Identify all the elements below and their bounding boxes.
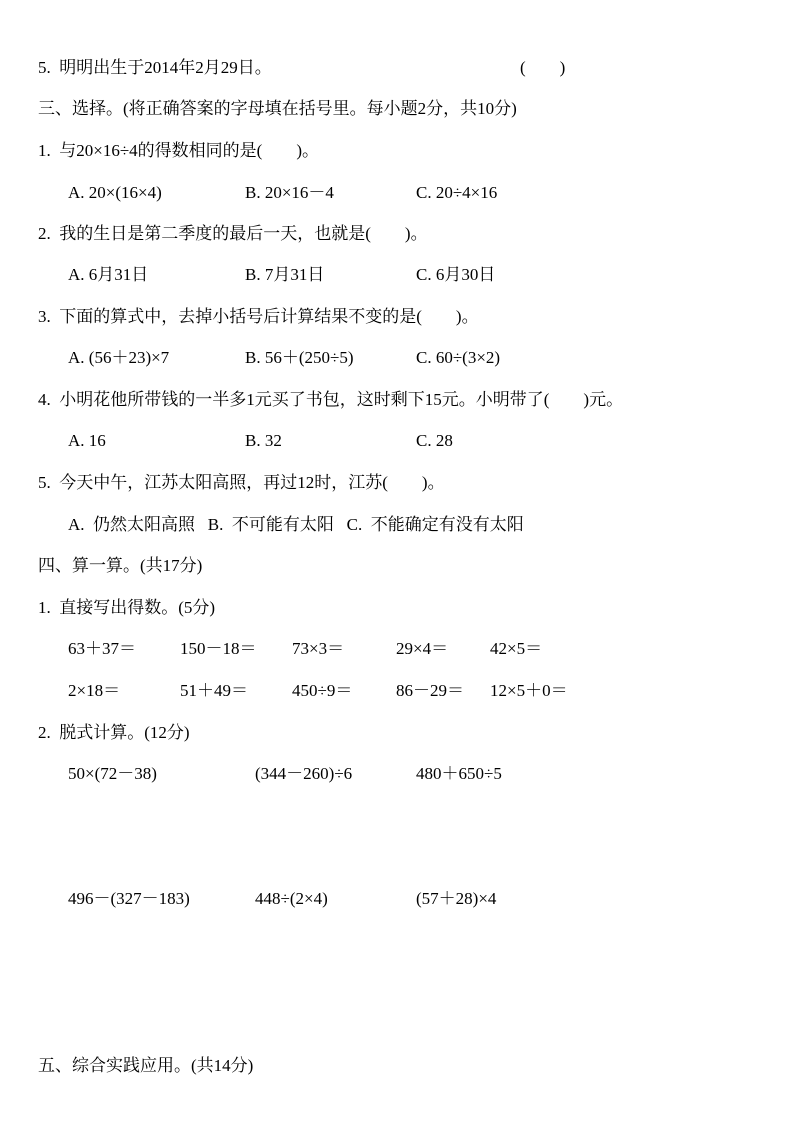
choice-4-option-a: A. 16 bbox=[68, 431, 106, 450]
choice-4-option-b: B. 32 bbox=[245, 431, 282, 450]
choice-2-option-c: C. 6月30日 bbox=[416, 265, 496, 284]
step-calc-item: 50×(72－38) bbox=[68, 764, 157, 783]
true-false-question-5: 5. 明明出生于2014年2月29日。 bbox=[38, 58, 272, 77]
direct-calc-item: 12×5＋0＝ bbox=[490, 681, 568, 700]
choice-question-1: 1. 与20×16÷4的得数相同的是( )。 bbox=[38, 141, 319, 160]
step-calc-title: 2. 脱式计算。(12分) bbox=[38, 723, 190, 742]
choice-3-option-c: C. 60÷(3×2) bbox=[416, 348, 501, 367]
step-calc-item: 448÷(2×4) bbox=[255, 889, 328, 908]
choice-question-3: 3. 下面的算式中，去掉小括号后计算结果不变的是( )。 bbox=[38, 307, 479, 326]
answer-parentheses: ( ) bbox=[520, 58, 566, 77]
direct-calc-item: 29×4＝ bbox=[396, 639, 449, 658]
choice-2-option-a: A. 6月31日 bbox=[68, 265, 149, 284]
choice-question-2: 2. 我的生日是第二季度的最后一天，也就是( )。 bbox=[38, 224, 428, 243]
choice-1-option-c: C. 20÷4×16 bbox=[416, 183, 498, 202]
choice-question-4: 4. 小明花他所带钱的一半多1元买了书包，这时剩下15元。小明带了( )元。 bbox=[38, 390, 624, 409]
direct-calc-item: 63＋37＝ bbox=[68, 639, 136, 658]
direct-calc-item: 73×3＝ bbox=[292, 639, 345, 658]
choice-2-option-b: B. 7月31日 bbox=[245, 265, 325, 284]
choice-question-5: 5. 今天中午，江苏太阳高照，再过12时，江苏( )。 bbox=[38, 473, 445, 492]
choice-4-option-c: C. 28 bbox=[416, 431, 453, 450]
step-calc-item: 496－(327－183) bbox=[68, 889, 190, 908]
direct-calc-item: 51＋49＝ bbox=[180, 681, 248, 700]
section-5-heading: 五、综合实践应用。(共14分) bbox=[38, 1056, 254, 1075]
direct-calc-item: 450÷9＝ bbox=[292, 681, 353, 700]
section-4-heading: 四、算一算。(共17分) bbox=[38, 556, 203, 575]
direct-calc-item: 86－29＝ bbox=[396, 681, 464, 700]
choice-1-option-b: B. 20×16－4 bbox=[245, 183, 334, 202]
step-calc-item: (57＋28)×4 bbox=[416, 889, 497, 908]
direct-calc-item: 2×18＝ bbox=[68, 681, 121, 700]
direct-calc-item: 150－18＝ bbox=[180, 639, 257, 658]
direct-calc-title: 1. 直接写出得数。(5分) bbox=[38, 598, 216, 617]
choice-3-option-b: B. 56＋(250÷5) bbox=[245, 348, 354, 367]
direct-calc-item: 42×5＝ bbox=[490, 639, 543, 658]
choice-3-option-a: A. (56＋23)×7 bbox=[68, 348, 170, 367]
section-3-heading: 三、选择。(将正确答案的字母填在括号里。每小题2分，共10分) bbox=[38, 99, 517, 118]
step-calc-item: (344－260)÷6 bbox=[255, 764, 353, 783]
choice-1-option-a: A. 20×(16×4) bbox=[68, 183, 162, 202]
step-calc-item: 480＋650÷5 bbox=[416, 764, 502, 783]
choice-5-options: A. 仍然太阳高照 B. 不可能有太阳 C. 不能确定有没有太阳 bbox=[68, 515, 524, 534]
